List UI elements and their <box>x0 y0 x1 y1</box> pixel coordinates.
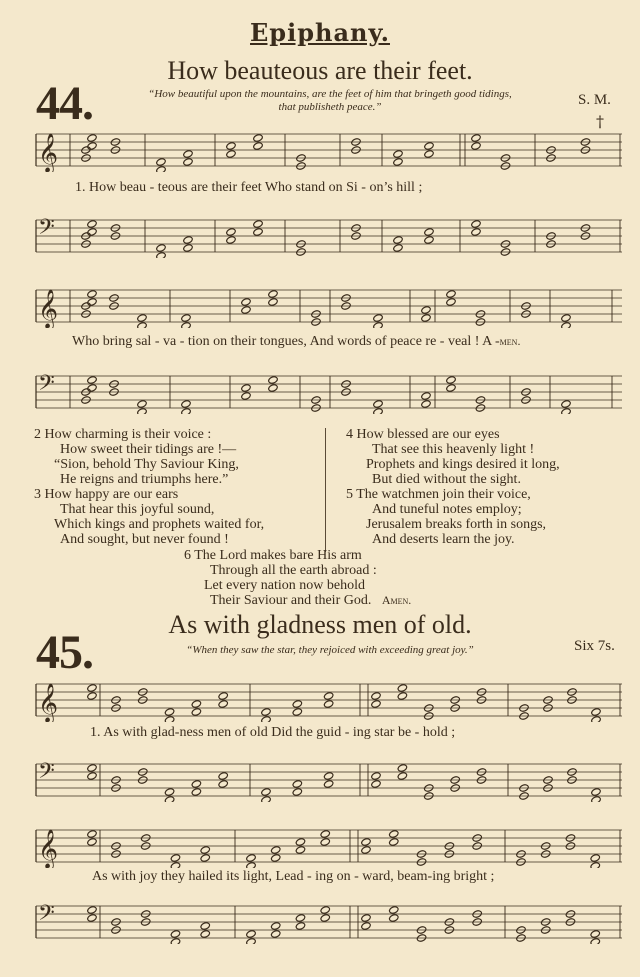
verse-4-line-2: That see this heavenly light ! <box>372 442 535 457</box>
hymn-44-system-1-bass <box>0 212 640 258</box>
hymn-45-system-2-treble <box>0 822 640 868</box>
svg-text:𝄞: 𝄞 <box>38 683 59 722</box>
hymn-44-system-2-treble <box>0 282 640 328</box>
hymn-45-system-1-treble <box>0 676 640 722</box>
verse-3-line-4: And sought, but never found ! <box>60 532 229 547</box>
verse-3-line-1: 3 How happy are our ears <box>34 487 179 502</box>
hymn-44-system-2-bass <box>0 368 640 414</box>
hymn-44-meter: S. M. <box>578 92 611 108</box>
verse-column-divider <box>325 428 326 552</box>
hymn-44-lyric-line-1: 1. How beau - teous are their feet Who stand on Si - on’s hill ; <box>75 180 423 195</box>
hymn-45-system-2-bass <box>0 898 640 944</box>
section-title: Epiphany. <box>250 18 390 47</box>
hymn-45-lyric-line-1: 1. As with glad-ness men of old Did the guid - ing star be - hold ; <box>90 725 456 740</box>
hymn-44-system-1-treble <box>0 126 640 172</box>
hymn-45-number: 45. <box>36 626 93 679</box>
verse-3-line-3: Which kings and prophets waited for, <box>54 517 265 532</box>
verse-5-line-4: And deserts learn the joy. <box>372 532 515 547</box>
verse-2-line-4: He reigns and triumphs here.” <box>60 472 229 487</box>
verse-2 <box>34 427 239 487</box>
svg-text:𝄞: 𝄞 <box>38 829 59 868</box>
verse-4-line-3: Prophets and kings desired it long, <box>366 457 560 472</box>
verse-6-amen: Amen. <box>381 593 412 607</box>
verse-2-line-2: How sweet their tidings are !— <box>60 442 237 457</box>
hymn-45-epigraph: “When they saw the star, they rejoiced with exceeding great joy.” <box>186 644 474 656</box>
hymn-44-title: How beauteous are their feet. <box>167 56 473 85</box>
svg-text:𝄞: 𝄞 <box>38 289 59 328</box>
svg-text:𝄢: 𝄢 <box>38 371 55 401</box>
verse-5-line-3: Jerusalem breaks forth in songs, <box>366 517 547 532</box>
epigraph-line-1: “How beautiful upon the mountains, are the feet of him that bringeth good tidings, <box>148 88 512 100</box>
verse-4-line-1: 4 How blessed are our eyes <box>346 427 500 442</box>
hymn-44-lyric-line-2 <box>72 334 640 350</box>
verse-2-line-1: 2 How charming is their voice : <box>34 427 212 442</box>
hymn-44-number: 44. <box>36 77 93 130</box>
verse-6-line-1: 6 The Lord makes bare His arm <box>184 548 362 563</box>
dagger-mark: † <box>596 112 604 131</box>
verse-5 <box>346 487 546 547</box>
verse-6-line-4 <box>184 593 411 608</box>
verse-6-line-4-text: Their Saviour and their God. <box>210 593 372 608</box>
lyric-line-2-text: Who bring sal - va - tion on their tongues, And words of peace re - veal ! A - <box>72 334 500 349</box>
verse-6-line-3: Let every nation now behold <box>204 578 365 593</box>
verse-5-line-2: And tuneful notes employ; <box>372 502 522 517</box>
verse-4-line-4: But died without the sight. <box>372 472 521 487</box>
verse-6-line-2: Through all the earth abroad : <box>210 563 377 578</box>
verse-5-line-1: 5 The watchmen join their voice, <box>346 487 531 502</box>
svg-text:𝄢: 𝄢 <box>38 759 55 789</box>
verse-2-line-3: “Sion, behold Thy Saviour King, <box>54 457 239 472</box>
verse-6 <box>184 548 411 608</box>
hymn-45-meter: Six 7s. <box>574 638 615 654</box>
hymn-44-epigraph <box>110 88 550 114</box>
svg-text:𝄢: 𝄢 <box>38 215 55 245</box>
hymn-45-system-1-bass <box>0 756 640 802</box>
verse-3-line-2: That hear this joyful sound, <box>60 502 215 517</box>
svg-text:𝄞: 𝄞 <box>38 133 59 172</box>
svg-text:𝄢: 𝄢 <box>38 901 55 931</box>
hymn-45-title: As with gladness men of old. <box>168 610 472 639</box>
amen-ending: men. <box>499 334 521 348</box>
epigraph-line-2: that publisheth peace.” <box>278 101 382 113</box>
verse-4 <box>346 427 560 487</box>
hymn-45-lyric-line-2: As with joy they hailed its light, Lead - ing on - ward, beam-ing bright ; <box>92 869 495 884</box>
verse-3 <box>34 487 264 547</box>
